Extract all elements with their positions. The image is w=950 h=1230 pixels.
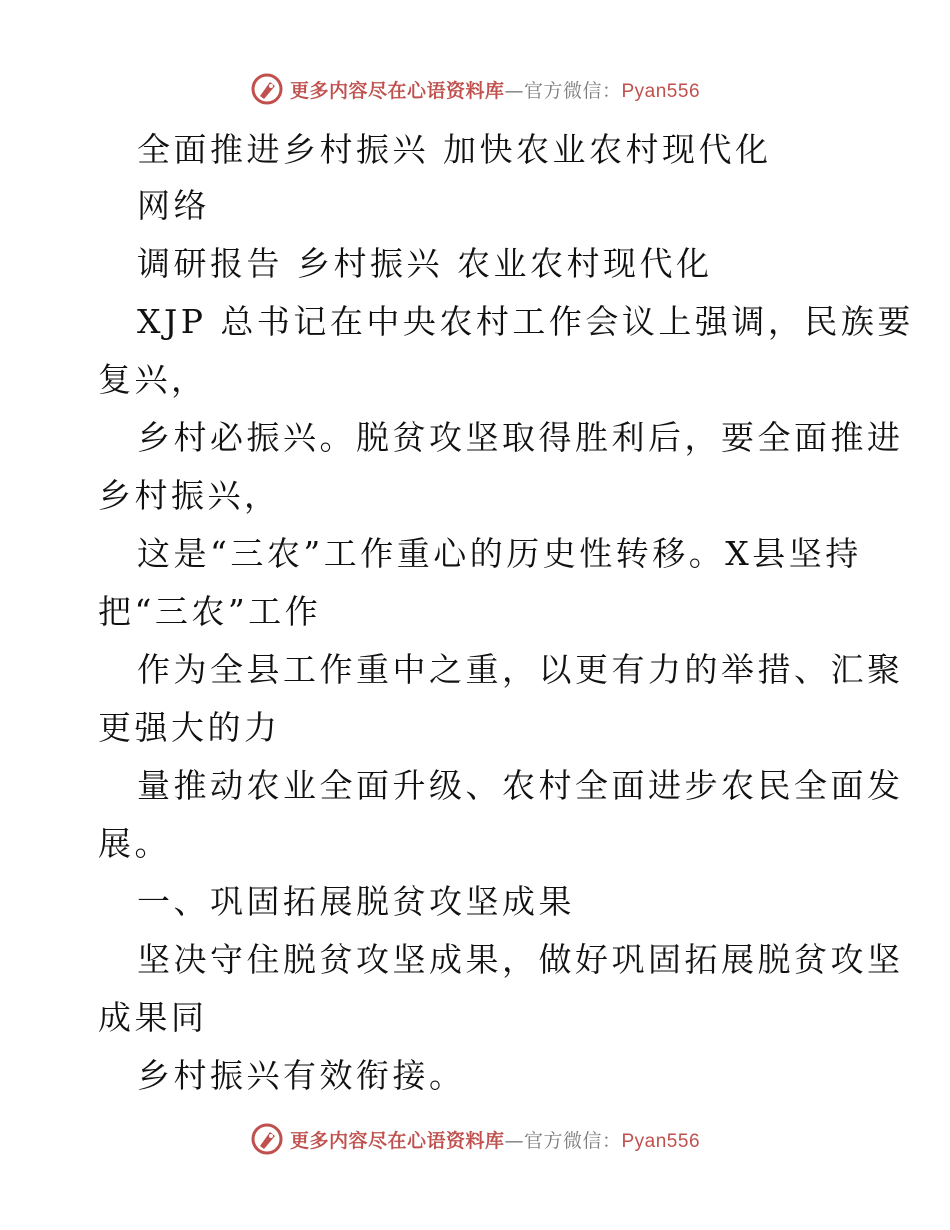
document-line: 调研报告 乡村振兴 农业农村现代化: [137, 244, 713, 283]
header-watermark: [0, 72, 950, 106]
document-line: 乡村必振兴。脱贫攻坚取得胜利后，要全面推进: [137, 418, 904, 457]
document-line: XJP 总书记在中央农村工作会议上强调，民族要: [137, 302, 914, 341]
watermark-brand: 更多内容尽在心语资料库: [289, 79, 505, 102]
document-line: 乡村振兴，: [98, 476, 281, 515]
document-line: 乡村振兴有效衔接。: [137, 1056, 466, 1095]
document-line: 作为全县工作重中之重，以更有力的举措、汇聚: [137, 650, 904, 689]
document-line: 复兴，: [98, 360, 208, 399]
document-title: 全面推进乡村振兴 加快农业农村现代化: [137, 130, 772, 169]
pen-nib-logo-icon: [250, 1122, 284, 1156]
section-heading: 一、巩固拓展脱贫攻坚成果: [137, 882, 575, 921]
footer-watermark: [0, 1122, 950, 1156]
watermark-handle: Pyan556: [621, 1130, 701, 1152]
document-line: 量推动农业全面升级、农村全面进步农民全面发: [137, 766, 904, 805]
watermark-separator: —官方微信：: [504, 79, 622, 102]
document-line: 网络: [137, 186, 210, 225]
document-line: 更强大的力: [98, 708, 281, 747]
document-line: 展。: [98, 824, 171, 863]
document-line: 把“三农”工作: [98, 592, 322, 631]
document-line: 成果同: [98, 998, 208, 1037]
document-line: 这是“三农”工作重心的历史性转移。X县坚持: [137, 534, 862, 573]
pen-nib-logo-icon: [250, 72, 284, 106]
document-line: 坚决守住脱贫攻坚成果，做好巩固拓展脱贫攻坚: [137, 940, 904, 979]
watermark-brand: 更多内容尽在心语资料库: [289, 1129, 505, 1152]
watermark-separator: —官方微信：: [504, 1129, 622, 1152]
watermark-handle: Pyan556: [621, 80, 701, 102]
